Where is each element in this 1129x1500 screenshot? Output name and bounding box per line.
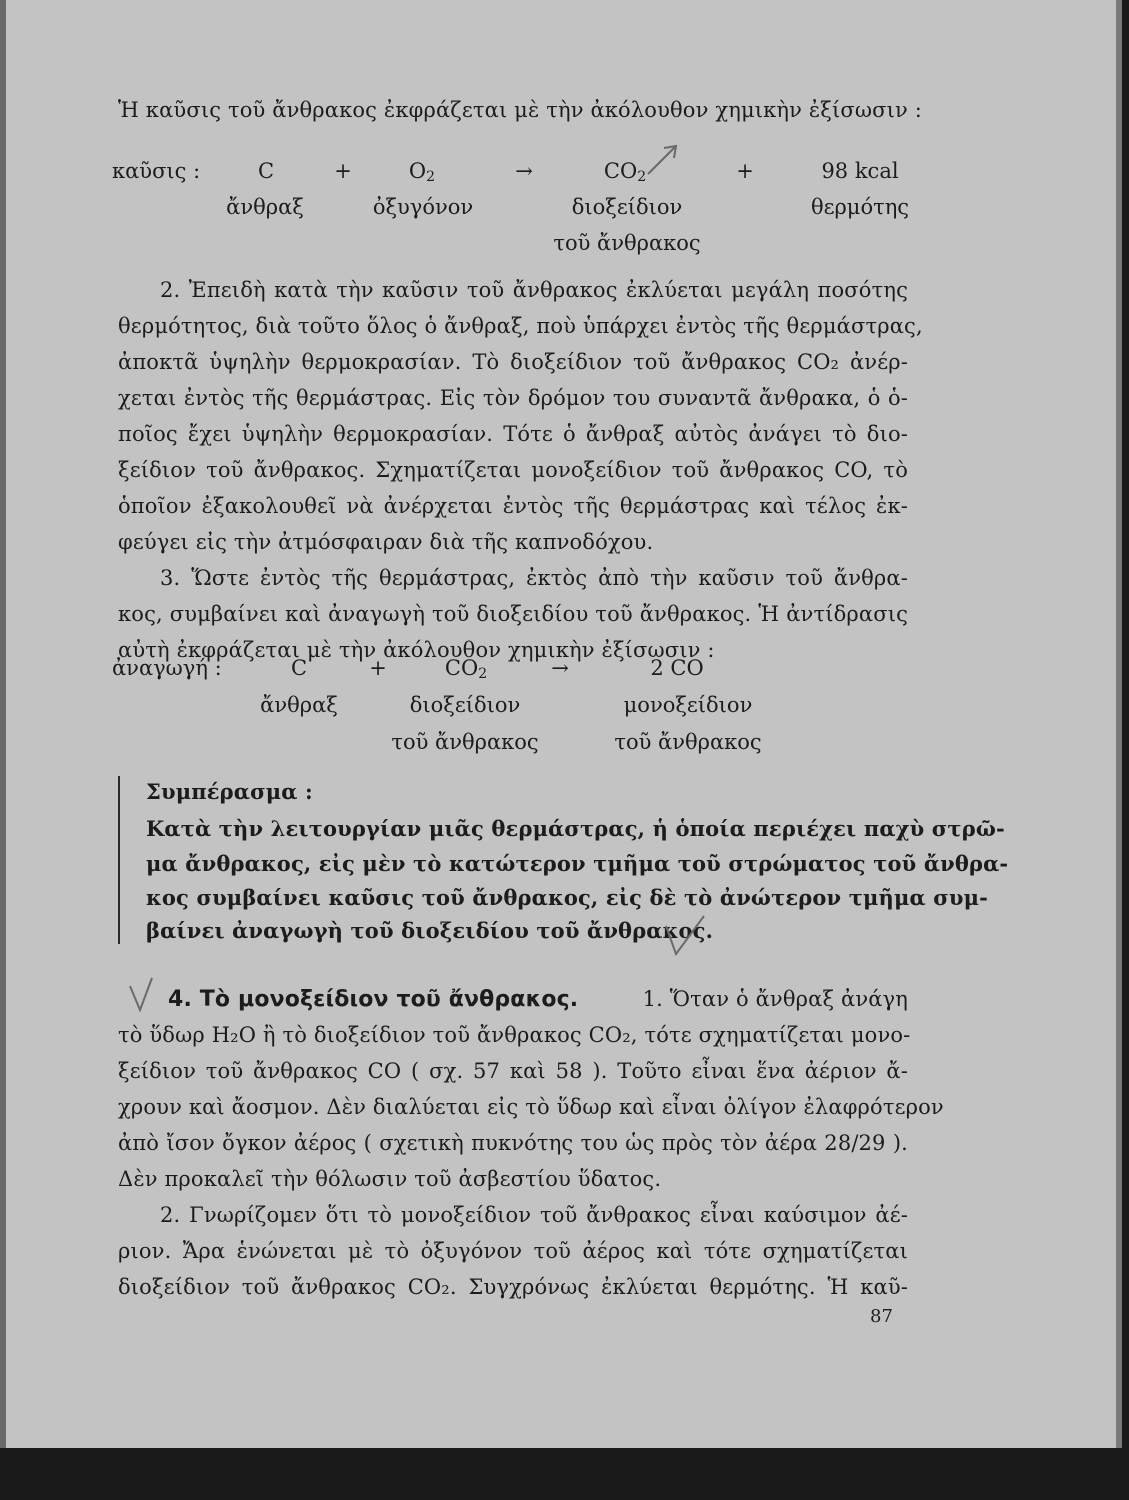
page-right-edge [1116,0,1122,1448]
pencil-check-mark-icon [126,976,156,1016]
eq2-term-2co-name-1: μονοξείδιον [623,693,753,717]
page-left-edge [0,0,6,1448]
section4-first-line [168,985,908,1014]
para2-line: χεται ἐντὸς τῆς θερμάστρας. Εἰς τὸν δρόμον του συναντᾶ ἄνθρακα, ὁ ὁ- [118,386,908,410]
para2-line: 2. Ἐπειδὴ κατὰ τὴν καῦσιν τοῦ ἄνθρακος ἐκλύεται μεγάλη ποσότης [160,278,908,302]
para3-line: αὐτὴ ἐκφράζεται μὲ τὴν ἀκόλουθον χημικὴν ἐξίσωσιν : [118,638,715,662]
eq2-term-2co: 2 CO [650,656,704,680]
para2-line: ξείδιον τοῦ ἄνθρακος. Σχηματίζεται μονοξείδιον τοῦ ἄνθρακος CO, τὸ [118,458,908,482]
eq2-label: ἀναγωγή : [112,656,222,680]
eq2-arrow: → [551,656,569,680]
eq2-plus: + [369,656,387,680]
conclusion-line: βαίνει ἀναγωγὴ τοῦ διοξειδίου τοῦ ἄνθρακος. [146,918,714,943]
conclusion-line: Κατὰ τὴν λειτουργίαν μιᾶς θερμάστρας, ἡ ὁποία περιέχει παχὺ στρῶ- [146,816,1005,841]
section4-line: ξείδιον τοῦ ἄνθρακος CO ( σχ. 57 καὶ 58 ). Τοῦτο εἶναι ἕνα ἀέριον ἄ- [118,1059,908,1083]
para2-line: φεύγει εἰς τὴν ἀτμόσφαιραν διὰ τῆς καπνοδόχου. [118,530,654,554]
eq1-term-heat: 98 kcal [821,159,899,183]
section4-line: ἀπὸ ἴσον ὄγκον ἀέρος ( σχετικὴ πυκνότης του ὡς πρὸς τὸν ἀέρα 28/29 ). [118,1131,908,1155]
gas-up-arrow-icon [642,140,682,180]
para2-line: ὁποῖον ἐξακολουθεῖ νὰ ἀνέρχεται ἐντὸς τῆς θερμάστρας καὶ τέλος ἐκ- [118,494,908,518]
eq1-label: καῦσις : [112,159,201,183]
para-last-line: ριον. Ἄρα ἑνώνεται μὲ τὸ ὀξυγόνον τοῦ ἀέρος καὶ τότε σχηματίζεται [118,1239,908,1263]
eq1-term-c: C [257,159,275,183]
eq2-term-co2: $CO_2$ [444,656,488,682]
section4-line1-rest: 1. Ὅταν ὁ ἄνθραξ ἀνάγη [642,987,908,1011]
para3-line: 3. Ὥστε ἐντὸς τῆς θερμάστρας, ἐκτὸς ἀπὸ τὴν καῦσιν τοῦ ἄνθρα- [160,566,908,590]
eq2-term-c: C [290,656,308,680]
section4-line: χρουν καὶ ἄοσμον. Δὲν διαλύεται εἰς τὸ ὕδωρ καὶ εἶναι ὀλίγον ἐλαφρότερον [118,1095,944,1119]
para-last-line: 2. Γνωρίζομεν ὅτι τὸ μονοξείδιον τοῦ ἄνθρακος εἶναι καύσιμον ἀέ- [160,1203,908,1227]
section4-line: Δὲν προκαλεῖ τὴν θόλωσιν τοῦ ἀσβεστίου ὕδατος. [118,1167,662,1191]
section4-line: τὸ ὕδωρ H₂O ἢ τὸ διοξείδιον τοῦ ἄνθρακος CO₂, τότε σχηματίζεται μονο- [118,1023,911,1047]
conclusion-rule [118,776,120,944]
eq1-term-co2-name-2: τοῦ ἄνθρακος [553,231,701,255]
eq1-term-c-name: ἄνθραξ [226,195,304,219]
para2-line: ἀποκτᾶ ὑψηλὴν θερμοκρασίαν. Τὸ διοξείδιον τοῦ ἄνθρακος CO₂ ἀνέρ- [118,350,908,374]
intro-line: Ἡ καῦσις τοῦ ἄνθρακος ἐκφράζεται μὲ τὴν ἀκόλουθον χημικὴν ἐξίσωσιν : [118,98,922,122]
eq1-term-o2: $O_2$ [408,159,436,185]
eq1-arrow: → [515,159,533,183]
conclusion-line: μα ἄνθρακος, εἰς μὲν τὸ κατώτερον τμῆμα τοῦ στρώματος τοῦ ἄνθρα- [146,851,1009,876]
section4-heading: 4. Τὸ μονοξείδιον τοῦ ἄνθρακος. [168,987,579,1012]
eq2-term-co2-name-1: διοξείδιον [409,693,521,717]
para2-line: θερμότητος, διὰ τοῦτο ὅλος ὁ ἄνθραξ, ποὺ ὑπάρχει ἐντὸς τῆς θερμάστρας, [118,314,923,338]
eq1-plus-2: + [736,159,754,183]
eq2-term-co2-name-2: τοῦ ἄνθρακος [391,730,539,754]
conclusion-title: Συμπέρασμα : [146,779,313,804]
eq2-term-2co-name-2: τοῦ ἄνθρακος [614,730,762,754]
para2-line: ποῖος ἔχει ὑψηλὴν θερμοκρασίαν. Τότε ὁ ἄνθραξ αὐτὸς ἀνάγει τὸ διο- [118,422,908,446]
eq1-term-o2-name: ὀξυγόνον [372,195,474,219]
pencil-check-mark-icon [660,912,710,960]
eq1-term-co2: $CO_2$ [603,159,647,185]
para3-line: κος, συμβαίνει καὶ ἀναγωγὴ τοῦ διοξειδίου τοῦ ἄνθρακος. Ἡ ἀντίδρασις [118,602,908,626]
eq1-plus-1: + [334,159,352,183]
page-number: 87 [870,1306,893,1327]
conclusion-line: κος συμβαίνει καῦσις τοῦ ἄνθρακος, εἰς δὲ τὸ ἀνώτερον τμῆμα συμ- [146,885,988,910]
para-last-line: διοξείδιον τοῦ ἄνθρακος CO₂. Συγχρόνως ἐκλύεται θερμότης. Ἡ καῦ- [118,1275,908,1299]
eq1-term-co2-name-1: διοξείδιον [571,195,683,219]
eq1-term-heat-name: θερμότης [810,195,910,219]
eq2-term-c-name: ἄνθραξ [260,693,338,717]
